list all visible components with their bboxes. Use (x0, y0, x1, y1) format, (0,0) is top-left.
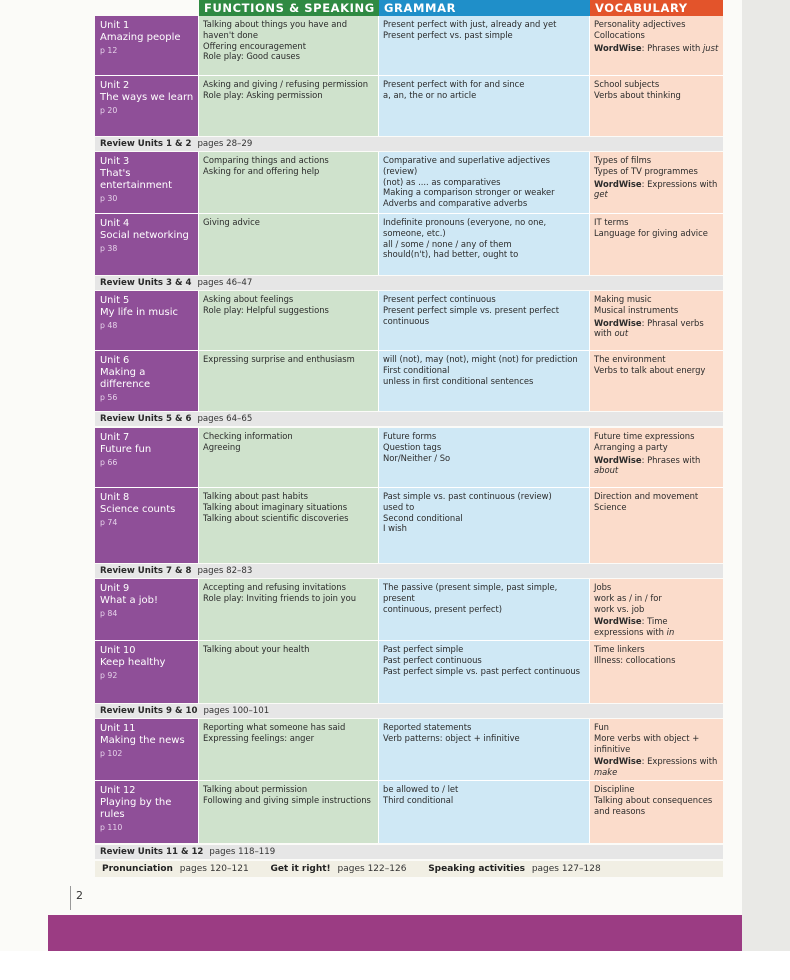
functions-item: Expressing surprise and enthusiasm (203, 354, 355, 364)
wordwise-label: WordWise (594, 454, 642, 465)
wordwise-item (594, 179, 719, 201)
unit-title: rules (100, 809, 125, 820)
grammar-item: Present perfect with for and since (383, 79, 525, 89)
pronunciation-pages: pages 120–121 (179, 864, 249, 874)
vocabulary-item: Discipline (594, 784, 635, 794)
grammar-item: should(n't), had better, ought to (383, 249, 519, 260)
grammar-cell (379, 719, 590, 781)
unit-number: Unit 7 (100, 432, 130, 443)
grammar-item: Nor/Neither / So (383, 452, 451, 463)
grammar-cell (379, 488, 590, 563)
vocabulary-cell (590, 719, 723, 781)
page-number: 2 (76, 889, 83, 902)
unit-title: Making the news (100, 735, 185, 746)
vocabulary-item: IT terms (594, 217, 629, 227)
bottom-color-bar (48, 915, 742, 951)
wordwise-word: about (594, 465, 619, 476)
functions-cell (199, 351, 379, 411)
review-pages: pages 64–65 (197, 414, 253, 424)
wordwise-text: : Phrases with (641, 42, 703, 53)
wordwise-label: WordWise (594, 317, 642, 328)
vocabulary-item: and reasons (594, 805, 646, 816)
vocabulary-item: Direction and movement (594, 491, 699, 501)
unit-cell[interactable] (95, 719, 199, 781)
review-label: Review Units 7 & 8 (100, 566, 192, 576)
vocabulary-item: More verbs with object + (594, 732, 700, 743)
functions-cell (199, 719, 379, 781)
functions-cell (199, 214, 379, 275)
unit-cell[interactable] (95, 16, 199, 76)
functions-cell (199, 579, 379, 641)
wordwise-item (594, 455, 719, 477)
functions-item: Talking about past habits (203, 491, 308, 501)
vocabulary-item: Verbs to talk about energy (594, 364, 706, 375)
grammar-item: Making a comparison stronger or weaker (383, 187, 555, 198)
grammar-cell (379, 291, 590, 351)
vocabulary-item: infinitive (594, 743, 631, 754)
grammar-item: Reported statements (383, 722, 472, 732)
review-pages: pages 46–47 (197, 278, 253, 288)
unit-row (95, 641, 723, 703)
review-pages: pages 118–119 (209, 847, 276, 857)
functions-item: Talking about scientific discoveries (203, 512, 349, 523)
vocabulary-cell (590, 152, 723, 214)
speaking-activities-pages: pages 127–128 (531, 864, 601, 874)
unit-number: Unit 2 (100, 80, 130, 91)
vocabulary-cell (590, 76, 723, 136)
functions-item: Asking and giving / refusing permission (203, 79, 369, 89)
functions-item: Agreeing (203, 441, 241, 452)
unit-row (95, 16, 723, 76)
unit-row (95, 428, 723, 488)
unit-page-ref: p 30 (100, 194, 118, 203)
vocabulary-item: Types of TV programmes (594, 165, 698, 176)
functions-item: Accepting and refusing invitations (203, 582, 346, 592)
unit-number: Unit 3 (100, 156, 130, 167)
unit-number: Unit 8 (100, 492, 130, 503)
page-edge-shade (742, 0, 790, 980)
functions-cell (199, 76, 379, 136)
wordwise-item (594, 756, 719, 778)
unit-row (95, 76, 723, 136)
grammar-cell (379, 214, 590, 275)
unit-title: Science counts (100, 504, 176, 515)
unit-number: Unit 5 (100, 295, 130, 306)
functions-item: haven't done (203, 29, 259, 40)
wordwise-text: : Phrasal verbs with (594, 317, 704, 339)
unit-title: The ways we learn (100, 92, 194, 103)
vocabulary-item: Types of films (594, 155, 652, 165)
vocabulary-cell (590, 351, 723, 411)
grammar-cell (379, 351, 590, 411)
get-it-right-label: Get it right! (270, 864, 331, 874)
vocabulary-item: work as / in / for (594, 592, 662, 603)
unit-page-ref: p 48 (100, 321, 118, 330)
grammar-item: The passive (present simple, past simple, present (383, 582, 558, 603)
wordwise-word: get (594, 189, 608, 200)
review-label: Review Units 9 & 10 (100, 706, 198, 716)
grammar-item: continuous, present perfect) (383, 603, 503, 614)
vocabulary-item: Musical instruments (594, 304, 679, 315)
functions-item: Talking about things you have and (203, 19, 348, 29)
functions-item: Reporting what someone has said (203, 722, 346, 732)
unit-page-ref: p 92 (100, 671, 118, 680)
wordwise-word: just (702, 42, 719, 53)
functions-cell (199, 641, 379, 703)
functions-item: Role play: Inviting friends to join you (203, 592, 356, 603)
unit-cell[interactable] (95, 428, 199, 488)
grammar-item: I wish (383, 523, 407, 534)
grammar-cell (379, 152, 590, 214)
functions-cell (199, 16, 379, 76)
grammar-item: continuous (383, 315, 430, 326)
unit-cell[interactable] (95, 76, 199, 136)
grammar-item: Third conditional (383, 794, 454, 805)
grammar-item: a, an, the or no article (383, 89, 477, 100)
unit-row (95, 291, 723, 351)
header-vocabulary: VOCABULARY (590, 0, 723, 16)
grammar-cell (379, 428, 590, 488)
functions-item: Asking for and offering help (203, 165, 320, 176)
unit-row (95, 579, 723, 641)
unit-title: Social networking (100, 230, 189, 241)
unit-row (95, 214, 723, 275)
grammar-item: Second conditional (383, 512, 463, 523)
functions-item: Role play: Asking permission (203, 89, 323, 100)
wordwise-text: : Expressions with (641, 756, 718, 767)
review-pages: pages 82–83 (197, 566, 253, 576)
vocabulary-cell (590, 428, 723, 488)
functions-cell (199, 291, 379, 351)
grammar-cell (379, 76, 590, 136)
grammar-item: Question tags (383, 441, 442, 452)
functions-item: Comparing things and actions (203, 155, 329, 165)
review-label: Review Units 11 & 12 (100, 847, 204, 857)
vocabulary-cell (590, 214, 723, 275)
vocabulary-item: Personality adjectives (594, 19, 686, 29)
wordwise-text: : Expressions with (641, 178, 718, 189)
unit-page-ref: p 20 (100, 106, 118, 115)
unit-title: difference (100, 379, 151, 390)
unit-cell[interactable] (95, 641, 199, 703)
grammar-cell (379, 579, 590, 641)
review-row[interactable] (95, 276, 723, 290)
grammar-item: Verb patterns: object + infinitive (383, 732, 520, 743)
functions-item: Checking information (203, 431, 293, 441)
review-row[interactable] (95, 845, 723, 859)
wordwise-word: in (666, 627, 675, 638)
vocabulary-cell (590, 488, 723, 563)
functions-item: Talking about your health (203, 644, 310, 654)
functions-item: Talking about imaginary situations (203, 501, 348, 512)
vocabulary-item: Collocations (594, 29, 645, 40)
unit-title: Playing by the (100, 797, 172, 808)
wordwise-text: : Time expressions with (594, 616, 668, 638)
grammar-item: (not) as .... as comparatives (383, 176, 501, 187)
unit-number: Unit 1 (100, 20, 130, 31)
vocabulary-item: School subjects (594, 79, 660, 89)
functions-cell (199, 488, 379, 563)
unit-page-ref: p 56 (100, 393, 118, 402)
unit-title: My life in music (100, 307, 178, 318)
unit-cell[interactable] (95, 781, 199, 843)
functions-cell (199, 428, 379, 488)
functions-item: Role play: Good causes (203, 51, 300, 62)
unit-cell[interactable] (95, 488, 199, 563)
grammar-item: unless in first conditional sentences (383, 375, 534, 386)
grammar-cell (379, 641, 590, 703)
functions-cell (199, 152, 379, 214)
review-row[interactable] (95, 412, 723, 426)
review-pages: pages 28–29 (197, 139, 253, 149)
grammar-item: Past perfect continuous (383, 654, 482, 665)
review-row[interactable] (95, 137, 723, 151)
unit-cell[interactable] (95, 214, 199, 275)
grammar-item: Future forms (383, 431, 437, 441)
vocabulary-cell (590, 641, 723, 703)
functions-item: Talking about permission (203, 784, 308, 794)
unit-title: Making a (100, 367, 146, 378)
unit-row (95, 781, 723, 843)
unit-page-ref: p 38 (100, 244, 118, 253)
unit-row (95, 152, 723, 214)
vocabulary-item: Jobs (594, 582, 612, 592)
unit-number: Unit 11 (100, 723, 136, 734)
wordwise-item (594, 616, 719, 638)
unit-title: Future fun (100, 444, 152, 455)
grammar-item: Past simple vs. past continuous (review) (383, 491, 552, 501)
unit-number: Unit 6 (100, 355, 130, 366)
unit-cell[interactable] (95, 152, 199, 214)
wordwise-item (594, 43, 719, 54)
unit-number: Unit 10 (100, 645, 136, 656)
wordwise-label: WordWise (594, 756, 642, 767)
bottom-margin (0, 951, 790, 980)
unit-title: Keep healthy (100, 657, 166, 668)
vocabulary-cell (590, 291, 723, 351)
grammar-item: Present perfect continuous (383, 294, 496, 304)
unit-page-ref: p 84 (100, 609, 118, 618)
vocabulary-item: work vs. job (594, 603, 645, 614)
grammar-item: Comparative and superlative adjectives (review) (383, 155, 550, 176)
vocabulary-item: Language for giving advice (594, 227, 708, 238)
wordwise-word: out (614, 328, 629, 339)
pronunciation-label: Pronunciation (102, 864, 173, 874)
wordwise-label: WordWise (594, 42, 642, 53)
vocabulary-item: Future time expressions (594, 431, 695, 441)
review-label: Review Units 5 & 6 (100, 414, 192, 424)
vocabulary-item: Making music (594, 294, 652, 304)
unit-number: Unit 9 (100, 583, 130, 594)
grammar-item: will (not), may (not), might (not) for prediction (383, 354, 578, 364)
grammar-item: Adverbs and comparative adverbs (383, 198, 528, 209)
vocabulary-item: Arranging a party (594, 441, 668, 452)
vocabulary-item: Verbs about thinking (594, 89, 681, 100)
unit-title: Amazing people (100, 32, 181, 43)
unit-page-ref: p 110 (100, 823, 123, 832)
grammar-item: Present perfect simple vs. present perfect (383, 304, 559, 315)
get-it-right-pages: pages 122–126 (337, 864, 407, 874)
vocabulary-item: Science (594, 501, 627, 512)
grammar-item: used to (383, 501, 415, 512)
grammar-item: First conditional (383, 364, 450, 375)
grammar-item: Past perfect simple vs. past perfect continuous (383, 665, 581, 676)
footer-sections (95, 861, 723, 877)
wordwise-item (594, 318, 719, 340)
review-label: Review Units 3 & 4 (100, 278, 192, 288)
unit-title: That's (100, 168, 131, 179)
vocabulary-item: Illness: collocations (594, 654, 676, 665)
review-row[interactable] (95, 704, 723, 718)
vocabulary-item: Talking about consequences (594, 794, 713, 805)
unit-cell[interactable] (95, 291, 199, 351)
unit-row (95, 351, 723, 411)
vocabulary-item: Time linkers (594, 644, 645, 654)
vocabulary-item: The environment (594, 354, 666, 364)
unit-page-ref: p 102 (100, 749, 123, 758)
grammar-cell (379, 16, 590, 76)
unit-cell[interactable] (95, 579, 199, 641)
vocabulary-cell (590, 781, 723, 843)
review-label: Review Units 1 & 2 (100, 139, 192, 149)
vocabulary-cell (590, 579, 723, 641)
grammar-item: Present perfect with just, already and yet (383, 19, 557, 29)
vocabulary-cell (590, 16, 723, 76)
functions-item: Asking about feelings (203, 294, 294, 304)
wordwise-word: make (594, 767, 618, 778)
header-functions: FUNCTIONS & SPEAKING (199, 0, 379, 16)
functions-item: Role play: Helpful suggestions (203, 304, 329, 315)
grammar-item: all / some / none / any of them (383, 238, 512, 249)
grammar-item: Past perfect simple (383, 644, 464, 654)
functions-item: Expressing feelings: anger (203, 732, 315, 743)
unit-page-ref: p 12 (100, 46, 118, 55)
unit-title: What a job! (100, 595, 159, 606)
grammar-item: Present perfect vs. past simple (383, 29, 513, 40)
unit-cell[interactable] (95, 351, 199, 411)
review-pages: pages 100–101 (203, 706, 270, 716)
wordwise-label: WordWise (594, 616, 642, 627)
unit-number: Unit 4 (100, 218, 130, 229)
wordwise-text: : Phrases with (641, 454, 701, 465)
functions-cell (199, 781, 379, 843)
unit-page-ref: p 74 (100, 518, 118, 527)
speaking-activities-label: Speaking activities (428, 864, 525, 874)
functions-item: Following and giving simple instructions (203, 794, 371, 805)
unit-page-ref: p 66 (100, 458, 118, 467)
functions-item: Giving advice (203, 217, 260, 227)
vocabulary-item: Fun (594, 722, 609, 732)
unit-row (95, 719, 723, 781)
grammar-item: be allowed to / let (383, 784, 459, 794)
unit-row (95, 488, 723, 563)
grammar-item: Indefinite pronouns (everyone, no one, someone, etc.) (383, 217, 547, 238)
unit-title: entertainment (100, 180, 172, 191)
unit-number: Unit 12 (100, 785, 136, 796)
review-row[interactable] (95, 564, 723, 578)
header-grammar: GRAMMAR (379, 0, 590, 16)
page-number-rule (70, 886, 71, 910)
functions-item: Offering encouragement (203, 40, 307, 51)
wordwise-label: WordWise (594, 178, 642, 189)
grammar-cell (379, 781, 590, 843)
